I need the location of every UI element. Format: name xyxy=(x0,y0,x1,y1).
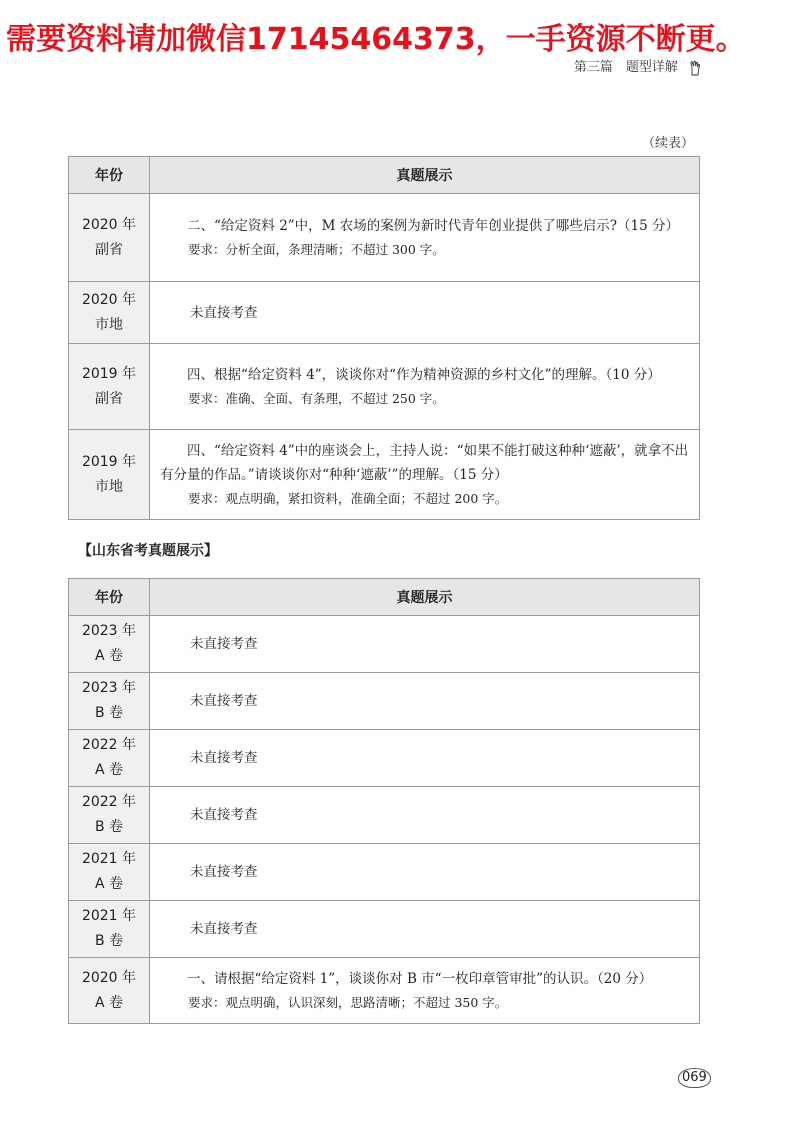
question-text: 二、“给定资料 2”中，M 农场的案例为新时代青年创业提供了哪些启示?（15 分） xyxy=(187,217,680,234)
year-cell xyxy=(69,282,150,344)
column-header-content: 真题展示 xyxy=(150,579,700,616)
paper-label: A 卷 xyxy=(94,762,124,778)
year-label: 2022 年 xyxy=(81,794,137,810)
exam-level-label: 副省 xyxy=(95,241,123,258)
year-label: 2022 年 xyxy=(81,737,137,753)
question-cell xyxy=(150,430,700,520)
question-text: 一、请根据“给定资料 1”，谈谈你对 B 市“一枚印章管审批”的认识。（20 分） xyxy=(187,970,653,987)
continued-label: （续表） xyxy=(641,136,694,151)
year-label: 2020 年 xyxy=(81,216,137,233)
watermark-banner: 需要资料请加微信17145464373，一手资源不断更。 xyxy=(6,22,746,57)
year-label: 2019 年 xyxy=(81,365,137,382)
question-cell xyxy=(150,344,700,430)
year-label: 2020 年 xyxy=(81,969,137,986)
question-text: 未直接考查 xyxy=(190,750,258,766)
year-cell xyxy=(69,430,150,520)
year-cell xyxy=(69,194,150,282)
year-label: 2021 年 xyxy=(81,851,137,867)
question-cell xyxy=(150,901,700,958)
paper-label: A 卷 xyxy=(94,994,124,1011)
column-header-year: 年份 xyxy=(69,157,150,194)
question-cell xyxy=(150,194,700,282)
question-text: 未直接考查 xyxy=(190,807,258,823)
year-cell xyxy=(69,844,150,901)
requirement-text: 要求：准确、全面、有条理，不超过 250 字。 xyxy=(188,390,445,406)
question-cell xyxy=(150,282,700,344)
table-row xyxy=(69,194,700,282)
year-cell xyxy=(69,901,150,958)
year-cell xyxy=(69,787,150,844)
requirement-text: 要求：观点明确，认识深刻，思路清晰；不超过 350 字。 xyxy=(188,994,508,1010)
paper-label: B 卷 xyxy=(94,705,124,721)
question-text: 未直接考查 xyxy=(190,693,258,709)
exam-level-label: 副省 xyxy=(95,390,123,407)
page-number-text: 069 xyxy=(682,1070,707,1085)
table-row xyxy=(69,616,700,673)
year-label: 2020 年 xyxy=(81,291,137,308)
column-header-year: 年份 xyxy=(69,579,150,616)
year-cell xyxy=(69,730,150,787)
table-guangdong-continued xyxy=(68,156,700,520)
table-row xyxy=(69,844,700,901)
question-cell xyxy=(150,673,700,730)
table-row xyxy=(69,901,700,958)
paper-label: A 卷 xyxy=(94,648,124,664)
question-text: 未直接考查 xyxy=(190,636,258,652)
year-label: 2021 年 xyxy=(81,908,137,924)
table-row xyxy=(69,430,700,520)
table-row xyxy=(69,344,700,430)
question-cell xyxy=(150,616,700,673)
table-row xyxy=(69,673,700,730)
year-label: 2023 年 xyxy=(81,680,137,696)
question-cell xyxy=(150,730,700,787)
section-title: 【山东省考真题展示】 xyxy=(78,543,218,559)
year-cell xyxy=(69,958,150,1024)
section-header-text: 第三篇 题型详解 xyxy=(573,60,678,75)
page-number xyxy=(678,1068,711,1088)
question-text: 未直接考查 xyxy=(190,921,258,937)
section-header xyxy=(574,56,702,76)
question-cell xyxy=(150,787,700,844)
year-label: 2023 年 xyxy=(81,623,137,639)
year-label: 2019 年 xyxy=(81,453,137,470)
exam-level-label: 市地 xyxy=(95,316,123,333)
year-cell xyxy=(69,616,150,673)
exam-level-label: 市地 xyxy=(95,478,123,495)
table-row xyxy=(69,282,700,344)
hand-icon xyxy=(688,60,702,76)
table-row xyxy=(69,730,700,787)
requirement-text: 要求：分析全面，条理清晰；不超过 300 字。 xyxy=(188,241,445,257)
paper-label: A 卷 xyxy=(94,876,124,892)
question-text: 未直接考查 xyxy=(190,864,258,880)
table-row xyxy=(69,958,700,1024)
question-cell xyxy=(150,844,700,901)
question-cell xyxy=(150,958,700,1024)
question-text: 四、“给定资料 4”中的座谈会上，主持人说：“如果不能打破这种种‘遮蔽’，就拿不出有分量的作品。”请谈谈你对“种种‘遮蔽’”的理解。（15 分） xyxy=(160,442,689,483)
requirement-text: 要求：观点明确，紧扣资料，准确全面；不超过 200 字。 xyxy=(188,490,508,506)
question-text: 四、根据“给定资料 4”，谈谈你对“作为精神资源的乡村文化”的理解。（10 分） xyxy=(187,366,661,383)
column-header-content: 真题展示 xyxy=(150,157,700,194)
table-shandong xyxy=(68,578,700,1024)
year-cell xyxy=(69,344,150,430)
paper-label: B 卷 xyxy=(94,819,124,835)
table-row xyxy=(69,787,700,844)
year-cell xyxy=(69,673,150,730)
paper-label: B 卷 xyxy=(94,933,124,949)
question-text: 未直接考查 xyxy=(190,304,258,321)
